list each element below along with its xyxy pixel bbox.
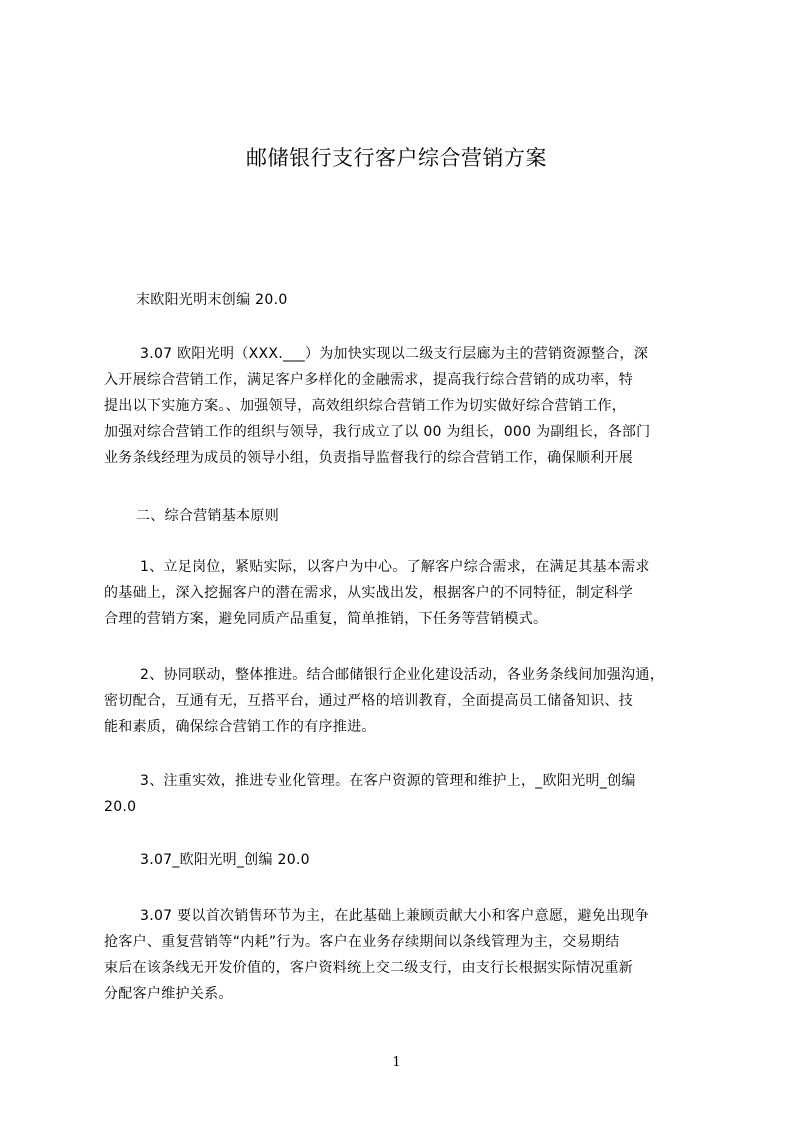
principle-2-paragraph — [104, 662, 704, 740]
text-line: 3、注重实效，推进专业化管理。在客户资源的管理和维护上，_欧阳光明_创编 — [140, 773, 636, 789]
intro-paragraph — [104, 341, 704, 471]
text-line: 抢客户、重复营销等“内耗”行为。客户在业务存续期间以条线管理为主，交易期结 — [104, 934, 620, 950]
document-title: 邮储银行支行客户综合营销方案 — [246, 146, 547, 170]
text-line: 2、协同联动，整体推进。结合邮储银行企业化建设活动，各业务条线间加强沟通， — [140, 667, 665, 683]
text-line: 的基础上，深入挖掘客户的潜在需求，从实战出发，根据客户的不同特征，制定科学 — [104, 585, 634, 601]
closing-paragraph — [104, 903, 704, 1007]
author-line — [136, 287, 736, 313]
principle-3-paragraph — [104, 768, 704, 820]
text-line: 合理的营销方案，避免同质产品重复，简单推销，下任务等营销模式。 — [104, 611, 548, 627]
text-line: 密切配合，互通有无，互搭平台，通过严格的培训教育，全面提高员工储备知识、技 — [104, 693, 634, 709]
text-line: 3.07 要以首次销售环节为主，在此基础上兼顾贡献大小和客户意愿，避免出现争 — [140, 908, 650, 924]
text-line: 提出以下实施方案。、加强领导，高效组织综合营销工作为切实做好综合营销工作， — [104, 398, 627, 414]
text-line: 3.07 欧阳光明（XXX.___）为加快实现以二级支行层廊为主的营销资源整合，深 — [140, 346, 649, 362]
text-line: 分配客户维护关系。 — [104, 986, 233, 1002]
text-line: 束后在该条线无开发价值的，客户资料统上交二级支行，由支行长根据实际情况重新 — [104, 960, 634, 976]
page-number: 1 — [392, 1055, 401, 1070]
text-line: 加强对综合营销工作的组织与领导，我行成立了以 00 为组长，000 为副组长，各部门 — [104, 424, 651, 440]
text-line: 能和素质，确保综合营销工作的有序推进。 — [104, 719, 376, 735]
text-line: 1、立足岗位，紧贴实际，以客户为中心。了解客户综合需求，在满足其基本需求 — [140, 559, 650, 575]
text-line: 20.0 — [104, 799, 137, 815]
section-heading — [136, 503, 736, 529]
text-line: 3.07_欧阳光明_创编 20.0 — [140, 852, 310, 868]
text-line: 二、综合营销基本原则 — [136, 508, 279, 524]
text-line: 入开展综合营销工作，满足客户多样化的金融需求，提高我行综合营销的成功率，特 — [104, 372, 634, 388]
principle-1-paragraph — [104, 554, 704, 632]
text-line: 末欧阳光明末创编 20.0 — [136, 292, 288, 308]
author-line — [140, 847, 740, 873]
text-line: 业务条线经理为成员的领导小组，负责指导监督我行的综合营销工作，确保顺利开展 — [104, 450, 634, 466]
